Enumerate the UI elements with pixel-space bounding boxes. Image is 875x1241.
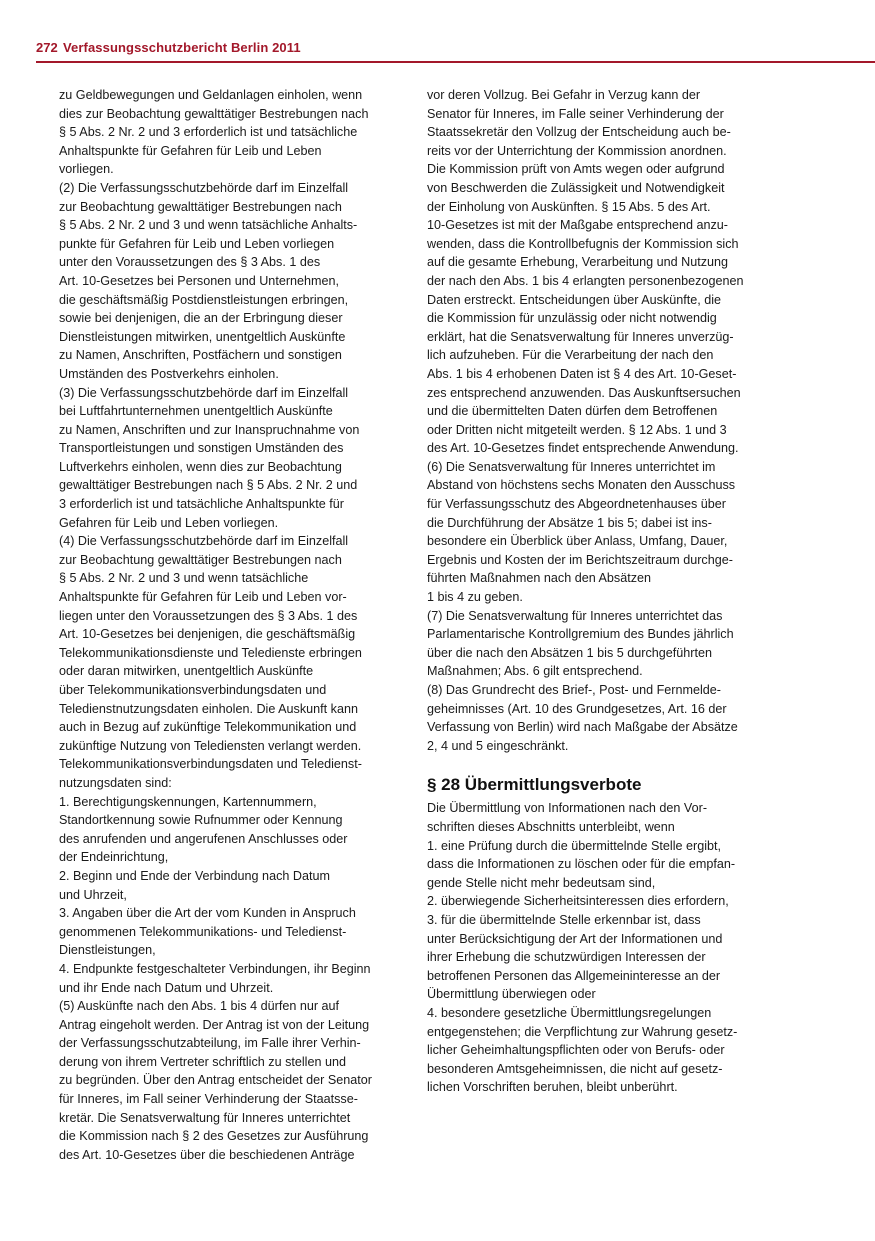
text-line: der Verfassungsschutzabteilung, im Falle ihrer Verhin- xyxy=(59,1036,361,1051)
text-line: ihrer Erhebung die schutzwürdigen Interessen der xyxy=(427,950,706,965)
text-line: Daten erstreckt. Entscheidungen über Auskünfte, die xyxy=(427,292,722,307)
text-line: (7) Die Senatsverwaltung für Inneres unterrichtet das xyxy=(427,608,723,623)
right-text-column xyxy=(427,86,772,1097)
text-line: Ergebnis und Kosten der im Berichtszeitraum durchge- xyxy=(427,552,733,567)
text-line: Telekommunikationsverbindungsdaten und Teledienst- xyxy=(59,757,362,772)
text-line: besonderen Amtsgeheimnissen, die nicht auf gesetz- xyxy=(427,1061,723,1076)
text-line: über Telekommunikationsverbindungsdaten und xyxy=(59,683,327,697)
text-line: führten Maßnahmen nach den Absätzen xyxy=(427,571,652,586)
text-line: 10-Gesetzes ist mit der Maßgabe entsprechend anzu- xyxy=(427,218,729,233)
text-line: die Kommission nach § 2 des Gesetzes zur Ausführung xyxy=(59,1129,369,1144)
text-line: sowie bei denjenigen, die an der Erbringung dieser xyxy=(59,311,343,326)
text-line: (2) Die Verfassungsschutzbehörde darf im Einzelfall xyxy=(59,180,349,195)
text-line: erklärt, hat die Senatsverwaltung für Inneres unverzüg- xyxy=(427,329,734,344)
text-line: Standortkennung sowie Rufnummer oder Kennung xyxy=(59,813,343,828)
text-line: (3) Die Verfassungsschutzbehörde darf im Einzelfall xyxy=(59,385,349,400)
text-line: genommenen Telekommunikations- und Teledienst- xyxy=(59,924,347,939)
text-line: zu Namen, Anschriften und zur Inanspruchnahme von xyxy=(59,422,360,437)
text-line: zes entsprechend anzuwenden. Das Auskunftsersuchen xyxy=(427,385,741,400)
text-line: Übermittlung überwiegen oder xyxy=(427,987,596,1002)
text-line: Die Übermittlung von Informationen nach den Vor- xyxy=(427,801,708,816)
text-line: Telekommunikationsdienste und Teledienste erbringen xyxy=(59,645,362,660)
text-line: punkte für Gefahren für Leib und Leben vorliegen xyxy=(59,236,335,251)
text-line: reits vor der Unterrichtung der Kommission anordnen. xyxy=(427,143,727,158)
text-line: Anhaltspunkte für Gefahren für Leib und Leben xyxy=(59,143,322,158)
text-line: zu Geldbewegungen und Geldanlagen einholen, wenn xyxy=(59,88,363,102)
text-line: besondere ein Überblick über Anlass, Umfang, Dauer, xyxy=(427,534,728,549)
page-header xyxy=(36,38,875,64)
text-line: 1 bis 4 zu geben. xyxy=(427,590,523,605)
text-line: Antrag eingeholt werden. Der Antrag ist von der Leitung xyxy=(59,1017,370,1032)
text-line: 2. Beginn und Ende der Verbindung nach Datum xyxy=(59,868,330,883)
right-column-body xyxy=(427,86,772,755)
text-line: (8) Das Grundrecht des Brief-, Post- und Fernmelde- xyxy=(427,683,721,697)
text-line: liegen unter den Voraussetzungen des § 3 Abs. 1 des xyxy=(59,608,358,623)
text-line: licher Geheimhaltungspflichten oder von Berufs- oder xyxy=(427,1043,725,1058)
text-line: die Kommission für unzulässig oder nicht notwendig xyxy=(427,311,717,326)
text-line: zukünftige Nutzung von Telediensten verlangt werden. xyxy=(59,738,362,753)
text-line: Umständen des Postverkehrs einholen. xyxy=(59,366,279,381)
text-line: dass die Informationen zu löschen oder für die empfan- xyxy=(427,857,736,872)
text-line: zu Namen, Anschriften, Postfächern und sonstigen xyxy=(59,348,342,363)
text-line: 3. Angaben über die Art der vom Kunden in Anspruch xyxy=(59,906,356,921)
text-line: Transportleistungen und sonstigen Umständen des xyxy=(59,441,344,456)
text-line: lich aufzuheben. Für die Verarbeitung der nach den xyxy=(427,348,714,363)
text-line: Die Kommission prüft von Amts wegen oder aufgrund xyxy=(427,162,725,177)
page-number: 272 xyxy=(36,40,58,55)
text-line: betroffenen Personen das Allgemeininteresse an der xyxy=(427,968,721,983)
text-line: oder daran mitwirken, unentgeltlich Auskünfte xyxy=(59,664,314,679)
text-line: für Inneres, im Fall seiner Verhinderung der Staatsse- xyxy=(59,1092,358,1107)
text-line: Senator für Inneres, im Falle seiner Verhinderung der xyxy=(427,106,724,121)
text-line: (5) Auskünfte nach den Abs. 1 bis 4 dürfen nur auf xyxy=(59,999,340,1014)
text-line: Art. 10-Gesetzes bei Personen und Unternehmen, xyxy=(59,273,340,288)
text-line: und die übermittelten Daten dürfen dem Betroffenen xyxy=(427,404,718,419)
text-line: zu begründen. Über den Antrag entscheidet der Senator xyxy=(59,1073,372,1088)
text-line: Abstand von höchstens sechs Monaten den Ausschuss xyxy=(427,478,736,493)
text-line: unter den Voraussetzungen des § 3 Abs. 1 des xyxy=(59,255,321,270)
text-line: § 5 Abs. 2 Nr. 2 und 3 und wenn tatsächliche xyxy=(59,571,309,586)
text-line: 1. eine Prüfung durch die übermittelnde Stelle ergibt, xyxy=(427,838,722,853)
text-line: (4) Die Verfassungsschutzbehörde darf im Einzelfall xyxy=(59,534,349,549)
text-line: 1. Berechtigungskennungen, Kartennummern, xyxy=(59,794,317,809)
text-line: Abs. 1 bis 4 erhobenen Daten ist § 4 des Art. 10-Geset- xyxy=(427,366,737,381)
text-line: schriften dieses Abschnitts unterbleibt, wenn xyxy=(427,819,675,834)
text-line: Teledienstnutzungsdaten einholen. Die Auskunft kann xyxy=(59,701,358,716)
text-line: dies zur Beobachtung gewalttätiger Bestrebungen nach xyxy=(59,106,369,121)
text-line: der Endeinrichtung, xyxy=(59,850,169,865)
text-line: § 5 Abs. 2 Nr. 2 und 3 erforderlich ist und tatsächliche xyxy=(59,125,358,140)
text-line: (6) Die Senatsverwaltung für Inneres unterrichtet im xyxy=(427,459,716,474)
text-line: gende Stelle nicht mehr bedeutsam sind, xyxy=(427,875,656,890)
text-line: 3 erforderlich ist und tatsächliche Anhaltspunkte für xyxy=(59,497,344,512)
text-line: die Durchführung der Absätze 1 bis 5; dabei ist ins- xyxy=(427,515,712,530)
text-line: 4. Endpunkte festgeschalteter Verbindungen, ihr Beginn xyxy=(59,961,371,976)
header-rule xyxy=(36,61,875,63)
text-line: Parlamentarische Kontrollgremium des Bundes jährlich xyxy=(427,627,734,642)
text-line: § 5 Abs. 2 Nr. 2 und 3 und wenn tatsächliche Anhalts- xyxy=(59,218,358,233)
text-line: auf die gesamte Erhebung, Verarbeitung und Nutzung xyxy=(427,255,729,270)
text-line: Maßnahmen; Abs. 6 gilt entsprechend. xyxy=(427,664,643,679)
text-line: für Verfassungsschutz des Abgeordnetenhauses über xyxy=(427,497,726,512)
text-line: Dienstleistungen mitwirken, unentgeltlich Auskünfte xyxy=(59,329,346,344)
text-line: oder Dritten nicht mitgeteilt werden. § 12 Abs. 1 und 3 xyxy=(427,422,727,437)
text-line: der nach den Abs. 1 bis 4 erlangten personenbezogenen xyxy=(427,273,744,288)
text-line: Anhaltspunkte für Gefahren für Leib und Leben vor- xyxy=(59,590,347,605)
text-line: zur Beobachtung gewalttätiger Bestrebungen nach xyxy=(59,199,342,214)
text-line: auch in Bezug auf zukünftige Telekommunikation und xyxy=(59,720,357,735)
text-line: über die nach den Absätzen 1 bis 5 durchgeführten xyxy=(427,645,712,660)
text-line: 2, 4 und 5 eingeschränkt. xyxy=(427,738,569,753)
text-line: und Uhrzeit, xyxy=(59,887,127,902)
text-line: des anrufenden und angerufenen Anschlusses oder xyxy=(59,831,348,846)
text-line: der Einholung von Auskünften. § 15 Abs. 5 des Art. xyxy=(427,199,711,214)
text-line: bei Luftfahrtunternehmen unentgeltlich Auskünfte xyxy=(59,404,333,419)
running-title: Verfassungsschutzbericht Berlin 2011 xyxy=(63,40,301,55)
text-line: Staatssekretär den Vollzug der Entscheidung auch be- xyxy=(427,125,731,140)
section-body xyxy=(427,799,772,1097)
text-line: gewalttätiger Bestrebungen nach § 5 Abs. 2 Nr. 2 und xyxy=(59,478,358,493)
text-line: Gefahren für Leib und Leben vorliegen. xyxy=(59,515,279,530)
text-line: des Art. 10-Gesetzes findet entsprechende Anwendung. xyxy=(427,441,739,456)
text-line: und ihr Ende nach Datum und Uhrzeit. xyxy=(59,980,274,995)
text-line: geheimnisses (Art. 10 des Grundgesetzes, Art. 16 der xyxy=(427,701,727,716)
text-line: lichen Vorschriften beruhen, bleibt unberührt. xyxy=(427,1080,678,1095)
text-line: nutzungsdaten sind: xyxy=(59,775,172,790)
text-line: Luftverkehrs einholen, wenn dies zur Beobachtung xyxy=(59,459,342,474)
text-line: die geschäftsmäßig Postdienstleistungen erbringen, xyxy=(59,292,349,307)
text-line: 4. besondere gesetzliche Übermittlungsregelungen xyxy=(427,1005,712,1020)
text-line: entgegenstehen; die Verpflichtung zur Wahrung gesetz- xyxy=(427,1024,738,1039)
text-line: derung von ihrem Vertreter schriftlich zu stellen und xyxy=(59,1054,346,1069)
text-line: 3. für die übermittelnde Stelle erkennbar ist, dass xyxy=(427,912,701,927)
text-line: kretär. Die Senatsverwaltung für Inneres unterrichtet xyxy=(59,1110,351,1125)
text-line: zur Beobachtung gewalttätiger Bestrebungen nach xyxy=(59,552,342,567)
text-line: vorliegen. xyxy=(59,162,114,177)
text-line: von Beschwerden die Zulässigkeit und Notwendigkeit xyxy=(427,180,725,195)
text-line: Art. 10-Gesetzes bei denjenigen, die geschäftsmäßig xyxy=(59,627,356,642)
text-line: des Art. 10-Gesetzes über die beschiedenen Anträge xyxy=(59,1147,355,1162)
text-line: wenden, dass die Kontrollbefugnis der Kommission sich xyxy=(427,236,739,251)
text-line: vor deren Vollzug. Bei Gefahr in Verzug kann der xyxy=(427,88,701,102)
text-line: Dienstleistungen, xyxy=(59,943,156,958)
section-heading: § 28 Übermittlungsverbote xyxy=(427,775,642,795)
left-text-column xyxy=(59,86,404,1164)
text-line: Verfassung von Berlin) wird nach Maßgabe der Absätze xyxy=(427,720,738,735)
text-line: unter Berücksichtigung der Art der Informationen und xyxy=(427,931,723,946)
text-line: 2. überwiegende Sicherheitsinteressen dies erfordern, xyxy=(427,894,729,909)
